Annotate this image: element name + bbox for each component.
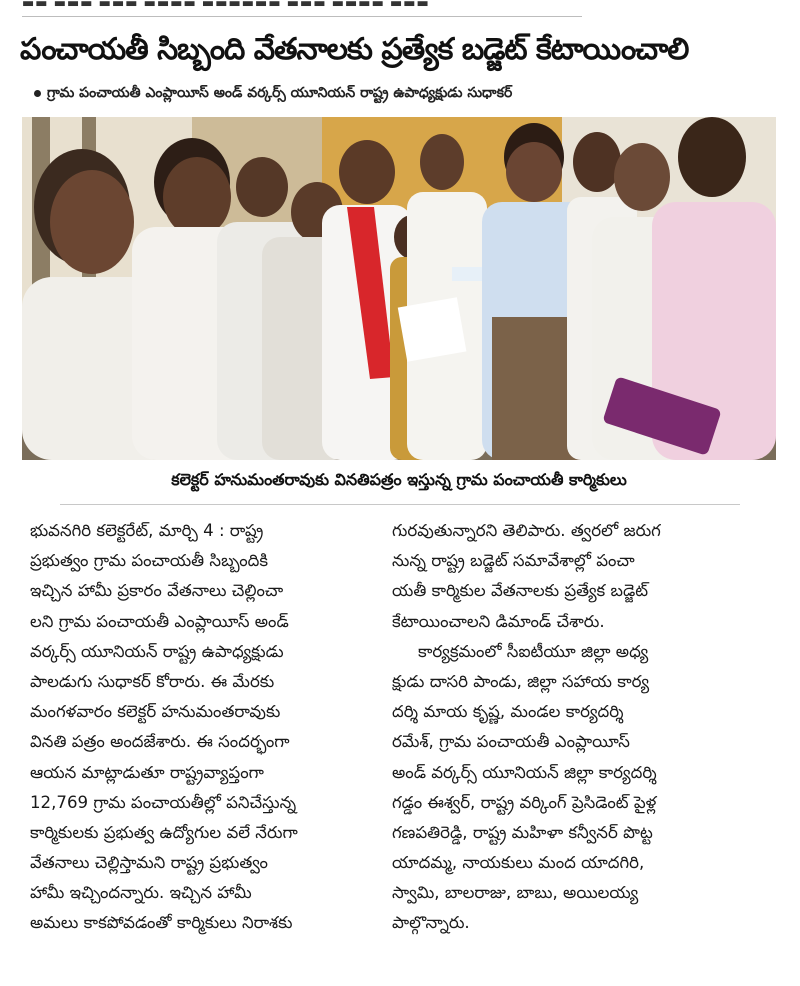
article-line: వినతి పత్రం అందజేశారు. ఈ సందర్భంగా	[30, 732, 290, 752]
bullet-icon	[34, 90, 41, 97]
article-line: కార్యక్రమంలో సీఐటీయూ జిల్లా అధ్య	[418, 641, 649, 661]
article-line: ఆయన మాట్లాడుతూ రాష్ట్రవ్యాప్తంగా	[30, 762, 264, 782]
article-line: వర్కర్స్ యూనియన్ రాష్ట్ర ఉపాధ్యక్షుడు	[30, 641, 284, 661]
article-line: క్షుడు దాసరి పాండు, జిల్లా సహాయ కార్య	[392, 671, 650, 691]
article-line: గడ్డం ఈశ్వర్, రాష్ట్ర వర్కింగ్ ప్రెసిడెంట్ పైళ్ల	[392, 792, 657, 812]
article-line: కేటాయించాలని డిమాండ్ చేశారు.	[392, 611, 605, 631]
subhead-text: గ్రామ పంచాయతీ ఎంప్లాయీస్ అండ్ వర్కర్స్ యూనియన్ రాష్ట్ర ఉపాధ్యక్షుడు సుధాకర్	[47, 85, 513, 101]
article-line: పాల్గొన్నారు.	[392, 913, 470, 933]
article-line: రమేశ్, గ్రామ పంచాయతీ ఎంప్లాయీస్	[392, 732, 630, 752]
article-line: లని గ్రామ పంచాయతీ ఎంప్లాయీస్ అండ్	[30, 611, 289, 631]
news-photo-illustration	[22, 117, 776, 460]
article-line: 12,769 గ్రామ పంచాయతీల్లో పనిచేస్తున్న	[30, 792, 297, 812]
article-line: హామీ ఇచ్చిందన్నారు. ఇచ్చిన హామీ	[30, 883, 252, 903]
article-line: మంగళవారం కలెక్టర్ హనుమంతరావుకు	[30, 702, 281, 722]
article-line: యతీ కార్మికుల వేతనాలకు ప్రత్యేక బడ్జెట్	[392, 581, 649, 601]
article-subheadline	[34, 82, 774, 104]
article-column-right	[392, 516, 744, 939]
article-line: గురవుతున్నారని తెలిపారు. త్వరలో జరుగ	[392, 521, 661, 540]
article-line: అమలు కాకపోవడంతో కార్మికులు నిరాశకు	[30, 913, 293, 933]
article-line: ఇచ్చిన హామీ ప్రకారం వేతనాలు చెల్లించా	[30, 581, 284, 601]
photo-caption: కలెక్టర్ హనుమంతరావుకు వినతిపత్రం ఇస్తున్న గ్రామ పంచాయతీ కార్మికులు	[171, 470, 627, 489]
article-headline: పంచాయతీ సిబ్బంది వేతనాలకు ప్రత్యేక బడ్జెట్ కేటాయించాలి	[20, 32, 689, 67]
article-line: యాదమ్మ, నాయకులు మంద యాదగిరి,	[392, 853, 645, 873]
previous-article-clipped-text: ▬▬ ▬▬▬ ▬▬▬ ▬▬▬▬ ▬▬▬▬▬▬ ▬▬▬ ▬▬▬▬ ▬▬▬	[22, 0, 430, 8]
article-line: కార్మికులకు ప్రభుత్వ ఉద్యోగుల వలే నేరుగా	[30, 822, 298, 842]
article-line: వేతనాలు చెల్లిస్తామని రాష్ట్ర ప్రభుత్వం	[30, 853, 268, 873]
article-line: దర్శి మాయ కృష్ణ, మండల కార్యదర్శి	[392, 702, 624, 722]
top-divider	[22, 16, 582, 17]
article-line: స్వామి, బాలరాజు, బాబు, అయిలయ్య	[392, 883, 639, 903]
article-line: పాలడుగు సుధాకర్ కోరారు. ఈ మేరకు	[30, 671, 275, 691]
article-line: నున్న రాష్ట్ర బడ్జెట్ సమావేశాల్లో పంచా	[392, 551, 635, 571]
article-line: భువనగిరి కలెక్టరేట్, మార్చి 4 : రాష్ట్ర	[30, 521, 264, 540]
news-photo	[22, 117, 776, 460]
article-column-left	[30, 516, 382, 939]
article-line: అండ్ వర్కర్స్ యూనియన్ జిల్లా కార్యదర్శి	[392, 762, 657, 782]
article-line: గణపతిరెడ్డి, రాష్ట్ర మహిళా కన్వీనర్ పొట్ట	[392, 822, 653, 842]
article-line: ప్రభుత్వం గ్రామ పంచాయతీ సిబ్బందికి	[30, 551, 268, 571]
caption-divider	[60, 504, 740, 505]
